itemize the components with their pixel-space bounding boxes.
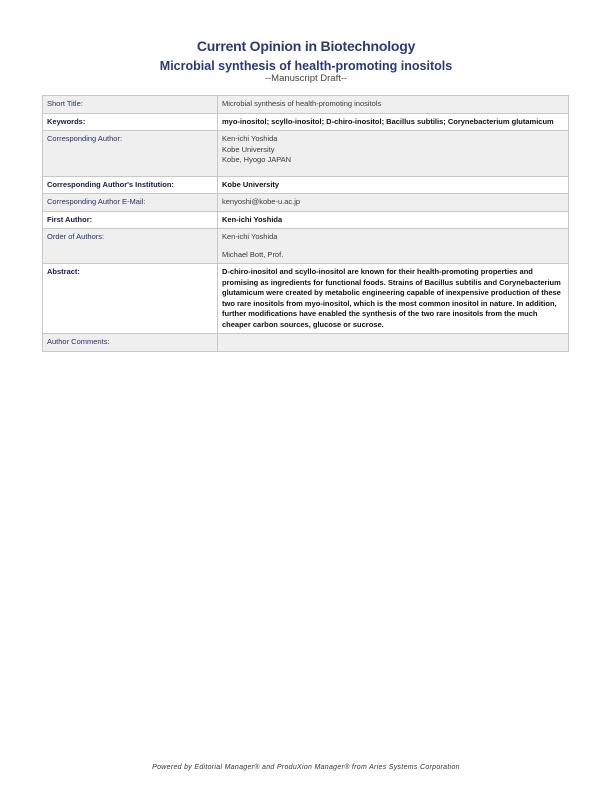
short-title-label: Short Title:	[43, 96, 218, 114]
first-author-row	[43, 211, 569, 229]
author-comments-row	[43, 334, 569, 352]
abstract-label: Abstract:	[43, 264, 218, 334]
short-title-value: Microbial synthesis of health-promoting inositols	[218, 96, 569, 114]
footer-credit: Powered by Editorial Manager® and ProduXion Manager® from Aries Systems Corporation	[152, 764, 460, 771]
corresponding-author-name: Ken-ichi Yoshida	[222, 134, 278, 143]
author-1: Ken-ichi Yoshida	[222, 232, 278, 241]
author-2: Michael Bott, Prof.	[222, 249, 284, 259]
journal-name: Current Opinion in Biotechnology	[196, 38, 416, 54]
institution-row	[43, 176, 569, 194]
order-of-authors-row	[43, 229, 569, 264]
manuscript-metadata-table	[42, 95, 569, 352]
abstract-row	[43, 264, 569, 334]
author-comments-value	[218, 334, 569, 352]
manuscript-title: Microbial synthesis of health-promoting inositols	[159, 59, 453, 73]
manuscript-draft-label: --Manuscript Draft--	[264, 73, 348, 84]
institution-label: Corresponding Author's Institution:	[43, 176, 218, 194]
institution-value: Kobe University	[218, 176, 569, 194]
order-of-authors-label: Order of Authors:	[43, 229, 218, 264]
corresponding-author-location: Kobe, Hyogo JAPAN	[222, 155, 292, 164]
first-author-value: Ken-ichi Yoshida	[218, 211, 569, 229]
keywords-row	[43, 113, 569, 131]
corresponding-author-label: Corresponding Author:	[43, 131, 218, 177]
keywords-label: Keywords:	[43, 113, 218, 131]
email-label: Corresponding Author E-Mail:	[43, 194, 218, 212]
first-author-label: First Author:	[43, 211, 218, 229]
email-row	[43, 194, 569, 212]
author-comments-label: Author Comments:	[43, 334, 218, 352]
corresponding-author-affiliation: Kobe University	[222, 144, 275, 154]
corresponding-author-value	[218, 131, 569, 177]
short-title-row	[43, 96, 569, 114]
email-value: kenyoshi@kobe-u.ac.jp	[218, 194, 569, 212]
corresponding-author-row	[43, 131, 569, 177]
abstract-text: D-chiro-inositol and scyllo-inositol are known for their health-promoting properties and promising as ingredients for functional foods. Strains of Bacillus subtilis and Corynebacterium glutamicum were created by metabolic engineering capable of inexpensive production of these two rare inositols from myo-inositol, which is the most common inositol in nature. In addition, further modifications have enabled the synthesis of the two rare inositols from the much cheaper carbon sources, glucose or sucrose.	[218, 264, 569, 334]
document-header	[0, 38, 612, 84]
keywords-value: myo-inositol; scyllo-inositol; D-chiro-inositol; Bacillus subtilis; Corynebacterium glutamicum	[218, 113, 569, 131]
order-of-authors-value	[218, 229, 569, 264]
